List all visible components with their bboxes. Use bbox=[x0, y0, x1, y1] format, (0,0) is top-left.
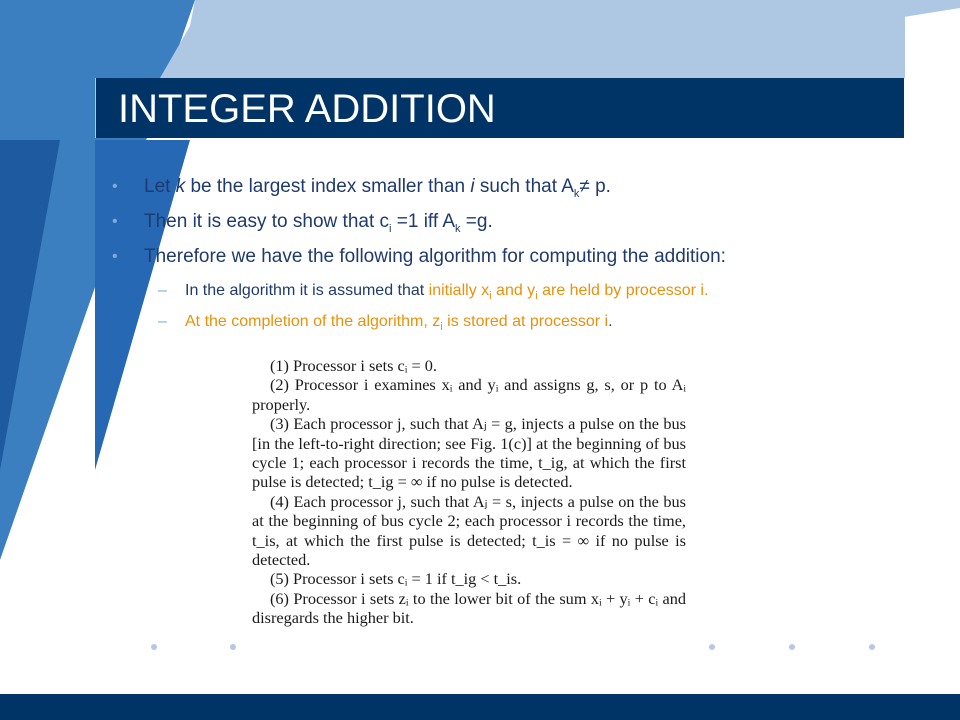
subscript: i bbox=[440, 321, 443, 334]
bullet-dot-icon: • bbox=[112, 248, 118, 265]
bullet-text: ≠ p. bbox=[579, 176, 611, 197]
bullet-list bbox=[108, 176, 928, 343]
subscript: k bbox=[573, 187, 580, 200]
bullet-text: =1 iff A bbox=[391, 211, 456, 232]
bullet-text: be the largest index smaller than bbox=[185, 176, 471, 197]
subscript: i bbox=[489, 290, 492, 303]
decor-dot bbox=[151, 644, 157, 650]
dash-icon: – bbox=[158, 313, 167, 330]
bullet-dot-icon: • bbox=[112, 178, 118, 195]
algorithm-step: (5) Processor i sets cᵢ = 1 if t_ig < t_is. bbox=[270, 569, 522, 589]
bullet-text: =g. bbox=[460, 211, 493, 232]
decor-dot bbox=[709, 644, 715, 650]
top-light-band bbox=[160, 0, 905, 78]
decor-dot bbox=[789, 644, 795, 650]
dot-row bbox=[0, 644, 960, 656]
footer-bar bbox=[0, 694, 960, 720]
bullet-text: Then it is easy to show that c bbox=[144, 211, 390, 232]
highlight-text: At the completion of the algorithm, z bbox=[185, 313, 441, 330]
slide-title: INTEGER ADDITION bbox=[118, 87, 496, 131]
dash-icon: – bbox=[158, 282, 167, 299]
bullet-text: Let bbox=[144, 176, 176, 197]
subscript: i bbox=[535, 290, 538, 303]
bullet-item bbox=[108, 176, 928, 198]
decor-dot bbox=[869, 644, 875, 650]
algorithm-step: (6) Processor i sets zᵢ to the lower bit of the sum xᵢ + yᵢ + cᵢ and disregards the higher bit. bbox=[252, 588, 686, 628]
algorithm-step: (3) Each processor j, such that Aⱼ = g, injects a pulse on the bus [in the left-to-right direction; see Fig. 1(c)] at the beginning of bus cycle 1; each processor i records the time, t_ig, at which the first pulse is detected; t_ig = ∞ if no pulse is detected. bbox=[252, 414, 686, 492]
bullet-item bbox=[108, 211, 928, 233]
algorithm-image bbox=[252, 356, 686, 628]
sub-bullet-item bbox=[108, 281, 928, 301]
bullet-text: such that A bbox=[474, 176, 574, 197]
bullet-text: i bbox=[470, 176, 475, 197]
title-bar bbox=[96, 78, 904, 138]
algorithm-step: (4) Each processor j, such that Aⱼ = s, injects a pulse on the bus at the beginning of bus cycle 2; each processor i records the time, t_is, at which the first pulse is detected; t_is = ∞ if no pulse is detected. bbox=[252, 491, 686, 570]
bullet-dot-icon: • bbox=[112, 213, 118, 230]
highlight-text: and y bbox=[491, 282, 536, 299]
highlight-text: is stored at processor i bbox=[442, 313, 609, 330]
highlight-text: are held by processor i. bbox=[537, 282, 709, 299]
decor-dot bbox=[230, 644, 236, 650]
bullet-text: . bbox=[608, 313, 613, 330]
subscript: k bbox=[455, 222, 461, 235]
bullet-item bbox=[108, 246, 928, 268]
subscript: i bbox=[389, 222, 392, 235]
bullet-text: k bbox=[175, 176, 186, 197]
bullet-text: In the algorithm it is assumed that bbox=[185, 282, 429, 299]
sub-bullet-item bbox=[108, 312, 928, 332]
algorithm-step: (2) Processor i examines xᵢ and yᵢ and assigns g, s, or p to Aᵢ properly. bbox=[252, 375, 686, 414]
highlight-text: initially x bbox=[428, 282, 490, 299]
bullet-text: Therefore we have the following algorithm for computing the addition: bbox=[144, 246, 726, 267]
algorithm-step: (1) Processor i sets cᵢ = 0. bbox=[270, 356, 437, 375]
